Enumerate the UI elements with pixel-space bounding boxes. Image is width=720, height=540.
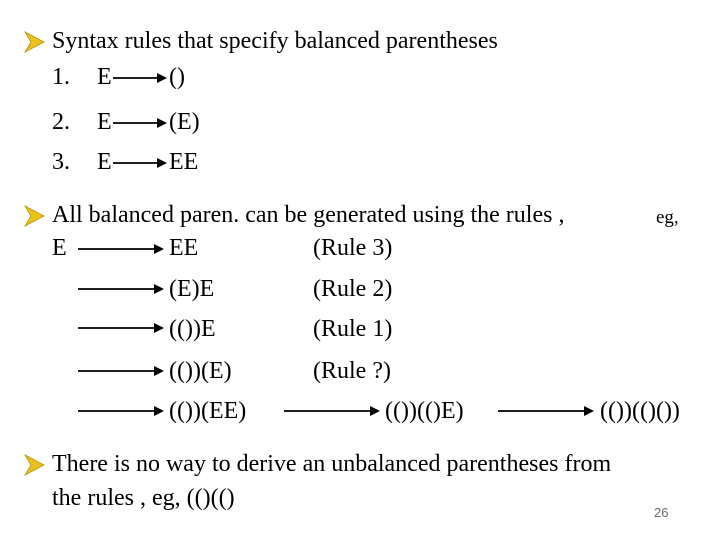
- bullet-checkmark-arrow-icon: [24, 29, 46, 55]
- derivation-right-arrow-icon: [284, 404, 380, 418]
- rule-1-number: 1.: [52, 64, 70, 90]
- derivation-right-arrow-icon: [78, 404, 164, 418]
- derivation-step-4-rule: (Rule ?): [313, 358, 391, 384]
- derivation-step-1-rule: (Rule 3): [313, 235, 393, 261]
- rule-2-number: 2.: [52, 109, 70, 135]
- derivation-right-arrow-icon: [78, 282, 164, 296]
- derivation-right-arrow-icon: [78, 364, 164, 378]
- derivation-step-3-rule: (Rule 1): [313, 316, 393, 342]
- derivation-step-5-form: (())(EE): [169, 398, 247, 424]
- derivation-right-arrow-icon: [498, 404, 594, 418]
- rule-1-lhs: E: [97, 64, 112, 90]
- rule-2-right-arrow-icon: [113, 116, 167, 130]
- rule-1-rhs: (): [169, 64, 185, 90]
- bullet-2-text: All balanced paren. can be generated using the rules ,: [52, 202, 565, 228]
- rule-3-right-arrow-icon: [113, 156, 167, 170]
- bullet-2-eg: eg,: [656, 207, 679, 228]
- derivation-tail-2: (())(()()): [600, 398, 680, 424]
- rule-3-lhs: E: [97, 149, 112, 175]
- bullet-checkmark-arrow-icon: [24, 203, 46, 229]
- derivation-step-1-form: EE: [169, 235, 199, 261]
- rule-3-number: 3.: [52, 149, 70, 175]
- bullet-1-text: Syntax rules that specify balanced parentheses: [52, 28, 498, 54]
- derivation-start: E: [52, 235, 67, 261]
- rule-1-right-arrow-icon: [113, 71, 167, 85]
- derivation-right-arrow-icon: [78, 321, 164, 335]
- bullet-checkmark-arrow-icon: [24, 452, 46, 478]
- derivation-right-arrow-icon: [78, 242, 164, 256]
- derivation-step-2-form: (E)E: [169, 276, 215, 302]
- rule-3-rhs: EE: [169, 149, 199, 175]
- bullet-3-line-1: There is no way to derive an unbalanced parentheses from: [52, 451, 612, 477]
- bullet-3-line-2: the rules , eg, (()((): [52, 485, 235, 511]
- derivation-step-2-rule: (Rule 2): [313, 276, 393, 302]
- rule-2-lhs: E: [97, 109, 112, 135]
- derivation-step-3-form: (())E: [169, 316, 216, 342]
- rule-2-rhs: (E): [169, 109, 200, 135]
- page-number: 26: [654, 505, 669, 520]
- derivation-tail-1: (())(()E): [385, 398, 464, 424]
- derivation-step-4-form: (())(E): [169, 358, 232, 384]
